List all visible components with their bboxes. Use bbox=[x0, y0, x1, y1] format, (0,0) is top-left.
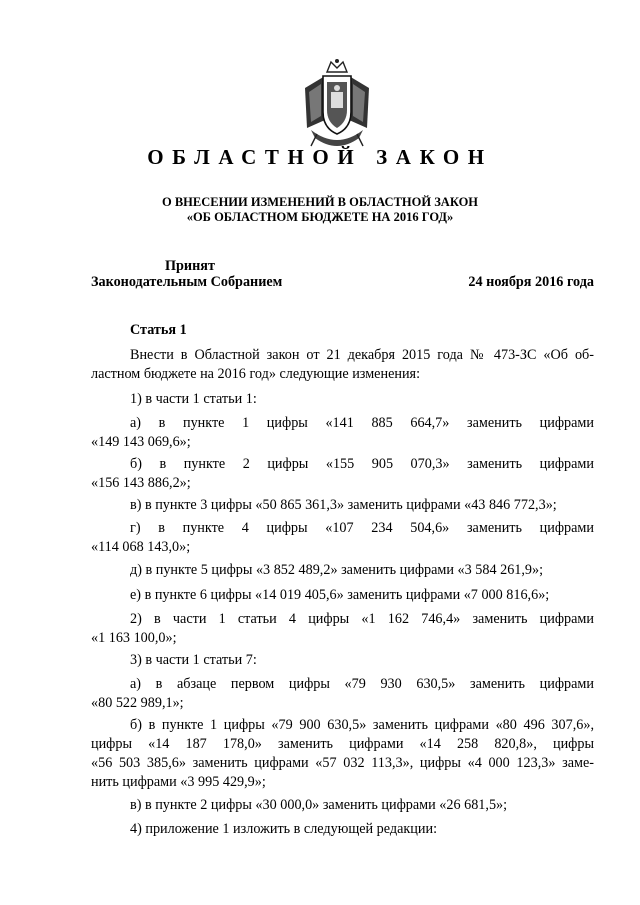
paragraph-line: Внести в Областной закон от 21 декабря 2015 года № 473-ЗС «Об об- bbox=[130, 347, 594, 363]
paragraph-line: «156 143 886,2»; bbox=[91, 475, 191, 491]
law-subtitle-line-1: О ВНЕСЕНИИ ИЗМЕНЕНИЙ В ОБЛАСТНОЙ ЗАКОН bbox=[161, 195, 479, 209]
law-title: ОБЛАСТНОЙ ЗАКОН bbox=[147, 145, 493, 169]
adopted-label: Принят bbox=[165, 258, 215, 274]
intro-paragraph bbox=[91, 346, 594, 384]
item-3a bbox=[91, 675, 594, 713]
paragraph-line: «114 068 143,0»; bbox=[91, 539, 191, 555]
paragraph-line: нить цифрами «3 995 429,9»; bbox=[91, 774, 266, 790]
item-1a bbox=[91, 414, 594, 452]
paragraph-line: б) в пункте 2 цифры «155 905 070,3» заменить цифрами bbox=[130, 456, 594, 472]
paragraph-line: 2) в части 1 статьи 4 цифры «1 162 746,4» заменить цифрами bbox=[130, 611, 594, 627]
item-1g bbox=[91, 519, 594, 557]
item-1d: д) в пункте 5 цифры «3 852 489,2» заменить цифрами «3 584 261,9»; bbox=[130, 562, 544, 578]
item-1v: в) в пункте 3 цифры «50 865 361,3» заменить цифрами «43 846 772,3»; bbox=[130, 497, 557, 513]
paragraph-line: б) в пункте 1 цифры «79 900 630,5» заменить цифрами «80 496 307,6», bbox=[130, 717, 594, 733]
item-3b bbox=[91, 716, 594, 792]
paragraph-line: «80 522 989,1»; bbox=[91, 695, 184, 711]
paragraph-line: г) в пункте 4 цифры «107 234 504,6» заменить цифрами bbox=[130, 520, 594, 536]
item-1b bbox=[91, 455, 594, 493]
adopted-by: Законодательным Собранием bbox=[91, 274, 283, 290]
law-subtitle-line-2: «ОБ ОБЛАСТНОМ БЮДЖЕТЕ НА 2016 ГОД» bbox=[186, 210, 454, 224]
item-4: 4) приложение 1 изложить в следующей редакции: bbox=[130, 821, 438, 837]
article-heading: Статья 1 bbox=[130, 322, 187, 338]
paragraph-line: а) в пункте 1 цифры «141 885 664,7» заменить цифрами bbox=[130, 415, 594, 431]
item-1e: е) в пункте 6 цифры «14 019 405,6» заменить цифрами «7 000 816,6»; bbox=[130, 587, 550, 603]
paragraph-line: «1 163 100,0»; bbox=[91, 630, 177, 646]
paragraph-line: а) в абзаце первом цифры «79 930 630,5» заменить цифрами bbox=[130, 676, 594, 692]
paragraph-line: ластном бюджете на 2016 год» следующие изменения: bbox=[91, 366, 421, 382]
paragraph-line: цифры «14 187 178,0» заменить цифрами «14 258 820,8», цифры bbox=[91, 736, 594, 752]
adopted-date: 24 ноября 2016 года bbox=[468, 274, 594, 290]
item-1: 1) в части 1 статьи 1: bbox=[130, 391, 257, 407]
item-3v: в) в пункте 2 цифры «30 000,0» заменить цифрами «26 681,5»; bbox=[130, 797, 508, 813]
paragraph-line: «149 143 069,6»; bbox=[91, 434, 191, 450]
item-3: 3) в части 1 статьи 7: bbox=[130, 652, 257, 668]
paragraph-line: «56 503 385,6» заменить цифрами «57 032 113,3», цифры «4 000 123,3» заме- bbox=[91, 755, 594, 771]
item-2 bbox=[91, 610, 594, 648]
coat-of-arms-emblem bbox=[291, 58, 383, 148]
